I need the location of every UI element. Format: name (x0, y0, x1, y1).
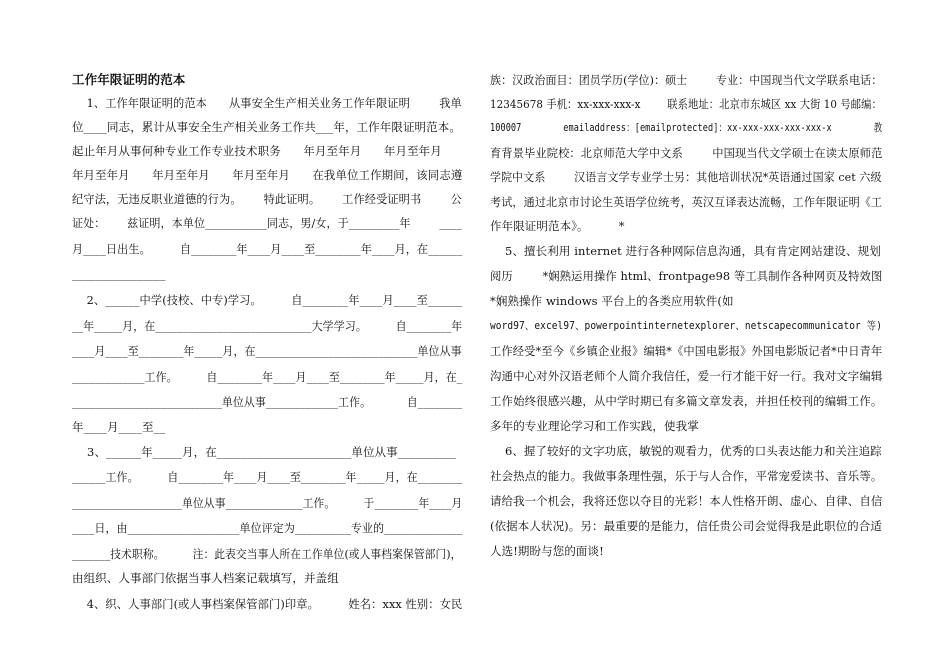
text-line: ________________ (72, 267, 166, 281)
text-line: word97、excel97、powerpointinternetexplorer、netscapecommunicator 等) (490, 320, 883, 332)
text-line: ___________________________单位从事_____________工作。 自________ (72, 395, 463, 409)
text-line: *娴熟操作 windows 平台上的各类应用软件(如 (490, 294, 734, 308)
text-line: 1、工作年限证明的范本 从事安全生产相关业务工作年限证明 我单 (72, 96, 462, 110)
text-line: 2、______中学(技校、中专)学习。 自________年____月____至______ (72, 293, 463, 307)
text-line: 起止年月从事何种专业工作专业技术职务 年月至年月 年月至年月 (72, 144, 442, 158)
text-line: 考试，通过北京市讨论生英语学位统考，英汉互译表达流畅，工作年限证明《工 (490, 195, 883, 209)
text-line: 工作始终很感兴趣，从中学时期已有多篇文章发表，并担任校刊的编辑工作。 (490, 394, 883, 408)
text-line: _____________工作。 自________年____月____至________年_____月，在_ (72, 370, 463, 384)
text-line: 4、织、人事部门(或人事档案保管部门)印章。 姓名：xxx 性别：女民 (72, 597, 463, 611)
text-line: ______工作。 自________年____月____至________年_____月，在________ (72, 470, 463, 484)
text-line: 多年的专业理论学习和工作实践，使我掌 (490, 419, 699, 433)
text-line: 年____月____至__ (72, 420, 166, 434)
text-line: __年_____月，在____________________________大学学习。 自________年 (72, 319, 463, 333)
text-line: 3、______年_____月，在_______________________单位从事__________ (72, 445, 457, 459)
text-line: 人选!期盼与您的面谈! (490, 544, 604, 558)
text-line: 工作经受*至今《乡镇企业报》编辑*《中国电影报》外国电影版记者*中日青年 (490, 344, 883, 358)
text-line: 由组织、人事部门依据当事人档案记载填写，并盖组 (72, 571, 339, 585)
text-line: 作年限证明范本》。 * (490, 219, 625, 233)
text-line: 阅历 *娴熟运用操作 html、frontpage98 等工具制作各种网页及特效图 (490, 269, 883, 283)
text-line: 社会热点的能力。我做事条理性强，乐于与人合作，平常宠爱读书、音乐等。 (490, 469, 883, 483)
text-line: 年月至年月 年月至年月 年月至年月 在我单位工作期间，该同志遵 (72, 168, 463, 182)
text-line: 沟通中心对外汉语老师个人简介我信任，爱一行才能干好一行。我对文字编辑 (490, 369, 883, 383)
text-line: (依据本人状况)。另：最重要的是能力，信任贵公司会觉得我是此职位的合适 (490, 519, 882, 533)
text-line: ____________________单位从事______________工作。 于________年____月 (72, 496, 463, 510)
text-line: 证处： 兹证明，本单位___________同志，男/女，于_________年 ____ (72, 216, 462, 230)
document-title: 工作年限证明的范本 (72, 72, 186, 87)
text-line: 学院中文系 汉语言文学专业学士另：其他培训状况*英语通过国家 cet 六级 (490, 170, 882, 184)
text-line: 育背景毕业院校：北京师范大学中文系 中国现当代文学硕士在读太原师范 (490, 146, 883, 160)
text-line: 位____同志，累计从事安全生产相关业务工作共___年，工作年限证明范本。 (72, 120, 461, 134)
text-line: _______技术职称。 注：此表交当事人所在工作单位(或人事档案保管部门)， (72, 547, 462, 561)
text-line: 100007 emailaddress：[emailprotected]：xx-xxx-xxx-xxx-xxx-x 教 (490, 122, 883, 134)
text-line: 12345678 手机：xx-xxx-xxx-x 联系地址：北京市东城区 xx 大街 10 号邮编： (490, 97, 882, 111)
text-line: 5、擅长利用 internet 进行各种网际信息沟通，具有肯定网站建设、规划 (490, 244, 881, 258)
text-line: 纪守法，无违反职业道德的行为。 特此证明。 工作经受证明书 公 (72, 192, 462, 206)
text-line: 族：汉政治面目：团员学历(学位)：硕士 专业：中国现当代文学联系电话： (490, 73, 883, 87)
text-line: 月____日出生。 自________年____月____至________年____月，在______ (72, 242, 463, 256)
text-line: 请给我一个机会，我将还您以夺目的光彩！本人性格开朗、虚心、自律、自信 (490, 494, 883, 508)
text-line: ____日，由____________________单位评定为__________专业的______________ (72, 521, 463, 535)
text-line: ____月____至________年_____月，在_____________________________单位从事 (72, 344, 462, 358)
text-line: 6、握了较好的文字功底，敏锐的观看力，优秀的口头表达能力和关注追踪 (490, 444, 882, 458)
